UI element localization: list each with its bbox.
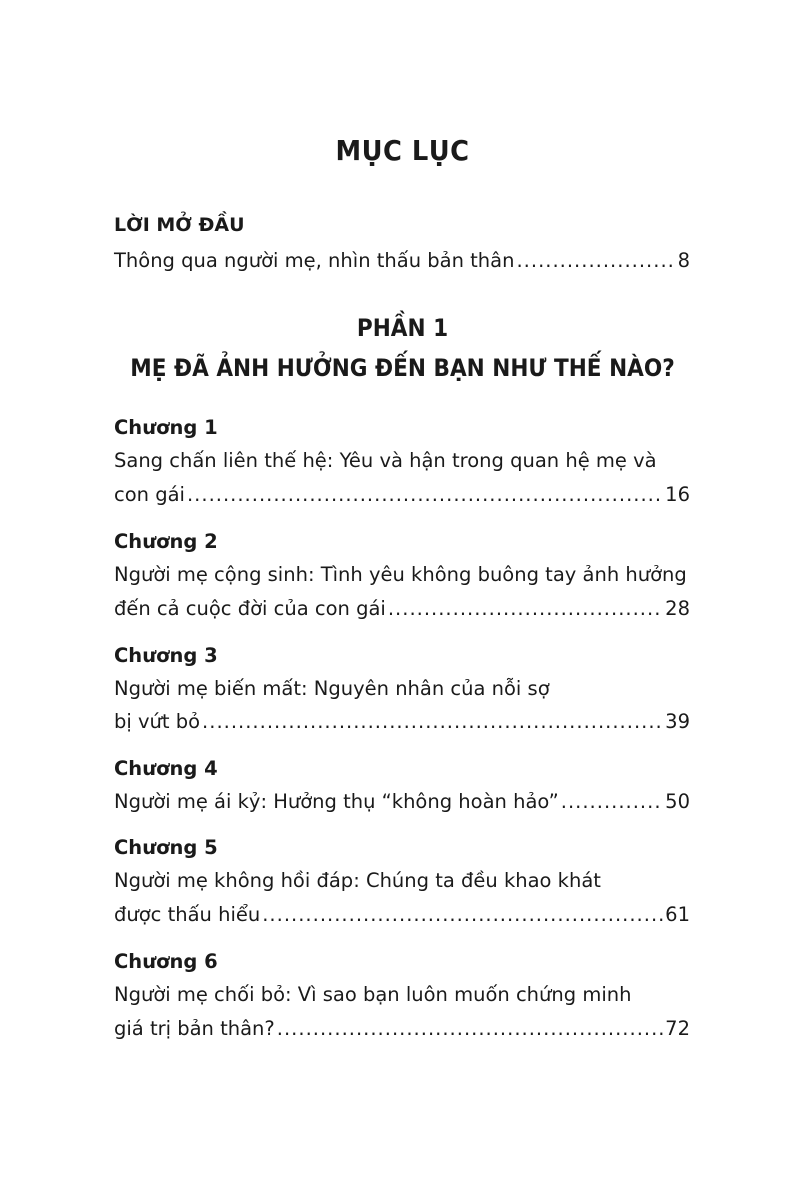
- chapter-label: Chương 6: [114, 950, 218, 973]
- toc-entry-text: Thông qua người mẹ, nhìn thấu bản thân: [114, 249, 515, 272]
- toc-entry-line: Người mẹ cộng sinh: Tình yêu không buông tay ảnh hưởng: [114, 563, 687, 586]
- toc-entry-page: 8: [677, 249, 690, 272]
- toc-entry-text: Người mẹ ái kỷ: Hưởng thụ “không hoàn hảo”: [114, 790, 559, 813]
- toc-leader-dots: [187, 480, 663, 510]
- chapter-label: Chương 4: [114, 757, 218, 780]
- toc-entry-chapter-3[interactable]: [114, 707, 690, 737]
- toc-leader-dots: [262, 900, 663, 930]
- part-title: MẸ ĐÃ ẢNH HƯỞNG ĐẾN BẠN NHƯ THẾ NÀO?: [130, 354, 675, 382]
- toc-entry-intro[interactable]: [114, 246, 690, 276]
- toc-leader-dots: [388, 594, 663, 624]
- toc-entry-page: 16: [665, 483, 690, 506]
- toc-entry-line: Người mẹ chối bỏ: Vì sao bạn luôn muốn chứng minh: [114, 983, 632, 1006]
- toc-entry-line: Sang chấn liên thế hệ: Yêu và hận trong quan hệ mẹ và: [114, 449, 657, 472]
- chapter-label: Chương 2: [114, 530, 218, 553]
- toc-leader-dots: [277, 1014, 663, 1044]
- toc-entry-line: Người mẹ biến mất: Nguyên nhân của nỗi sợ: [114, 677, 550, 700]
- toc-leader-dots: [516, 246, 675, 276]
- toc-entry-text: bị vứt bỏ: [114, 710, 201, 733]
- toc-entry-line: Người mẹ không hồi đáp: Chúng ta đều khao khát: [114, 869, 601, 892]
- toc-entry-chapter-6[interactable]: [114, 1014, 690, 1044]
- toc-leader-dots: [202, 707, 663, 737]
- toc-entry-text: được thấu hiểu: [114, 903, 261, 926]
- toc-entry-page: 72: [665, 1017, 690, 1040]
- toc-entry-page: 28: [665, 597, 690, 620]
- toc-entry-text: con gái: [114, 483, 185, 506]
- toc-entry-page: 50: [665, 790, 690, 813]
- toc-entry-chapter-2[interactable]: [114, 594, 690, 624]
- chapter-label: Chương 1: [114, 416, 218, 439]
- page-title: MỤC LỤC: [335, 134, 470, 167]
- toc-leader-dots: [561, 787, 663, 817]
- chapter-label: Chương 3: [114, 644, 218, 667]
- toc-entry-text: đến cả cuộc đời của con gái: [114, 597, 386, 620]
- chapter-label: Chương 5: [114, 836, 218, 859]
- toc-entry-page: 39: [665, 710, 690, 733]
- toc-entry-chapter-1[interactable]: [114, 480, 690, 510]
- toc-entry-chapter-4[interactable]: [114, 787, 690, 817]
- toc-entry-text: giá trị bản thân?: [114, 1017, 275, 1040]
- toc-entry-page: 61: [665, 903, 690, 926]
- part-label: PHẦN 1: [356, 314, 449, 342]
- toc-entry-chapter-5[interactable]: [114, 900, 690, 930]
- intro-heading: LỜI MỞ ĐẦU: [114, 214, 245, 236]
